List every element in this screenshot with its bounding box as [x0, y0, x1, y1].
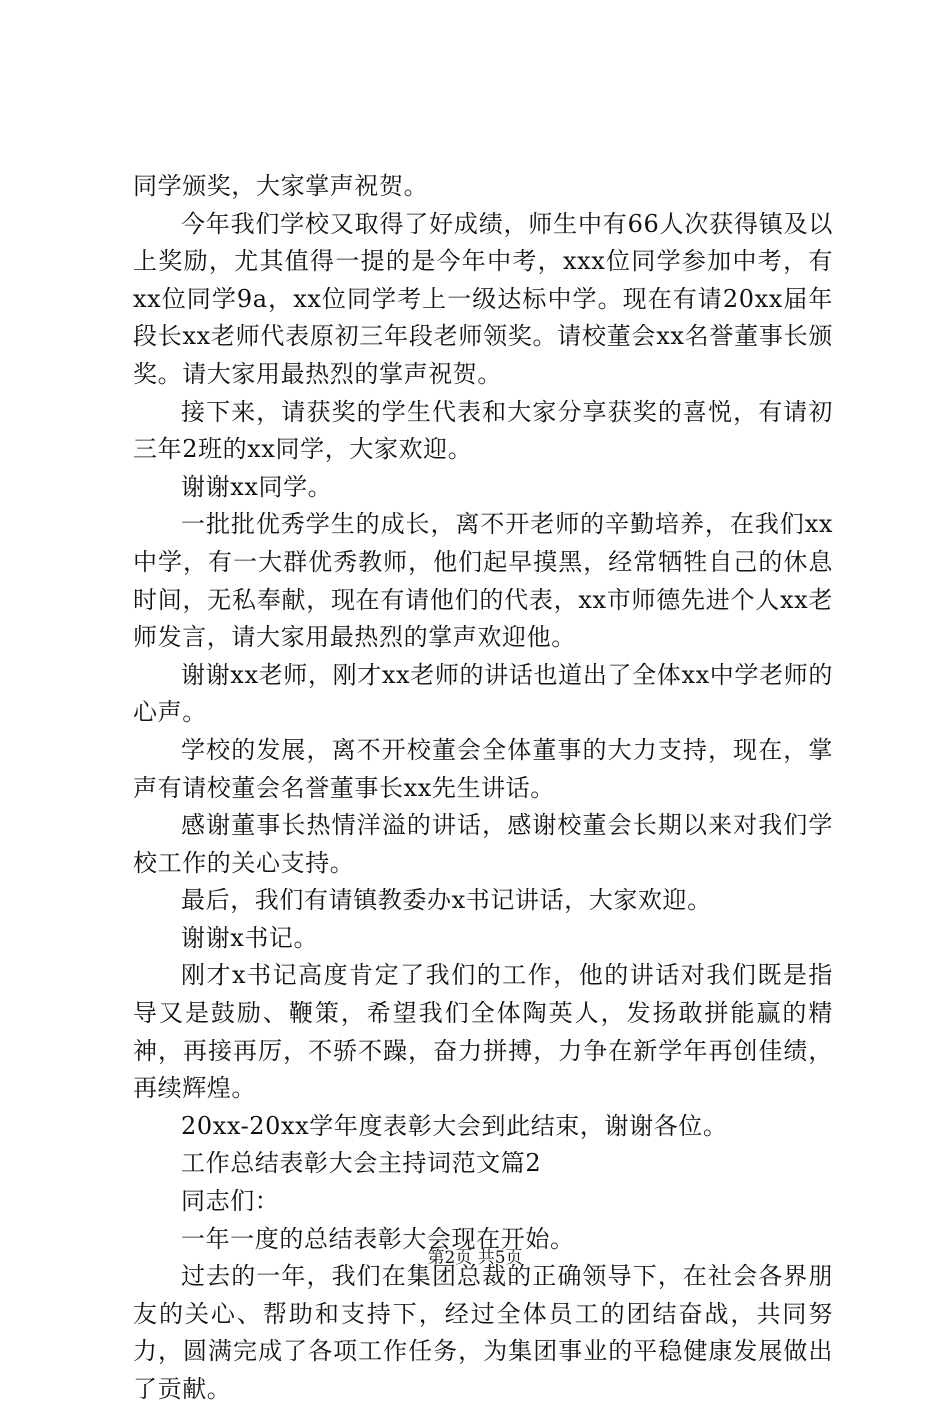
paragraph-opening: 一年一度的总结表彰大会现在开始。: [181, 1224, 575, 1253]
paragraph-salutation: 同志们：: [181, 1187, 280, 1216]
paragraph-continuation: 同学颁奖，大家掌声祝贺。: [133, 172, 429, 200]
paragraph-review: 过去的一年，我们在集团总裁的正确领导下，在社会各界朋友的关心、帮助和支持下，经过全体员工的团结奋战，共同努力，圆满完成了各项工作任务，为集团事业的平稳健康发展做出了贡献。: [133, 1262, 833, 1403]
paragraph-closing: 20xx-20xx学年度表彰大会到此结束，谢谢各位。: [181, 1111, 728, 1140]
page-number-footer: 第2页 共5页: [427, 1248, 523, 1268]
paragraph-secretary-remarks: 刚才x书记高度肯定了我们的工作，他的讲话对我们既是指导又是鼓励、鞭策，希望我们全体陶英人，发扬敢拼能赢的精神，再接再厉，不骄不躁，奋力拼搏，力争在新学年再创佳绩，再续辉煌。: [133, 961, 833, 1103]
paragraph-secretary-intro: 最后，我们有请镇教委办x书记讲话，大家欢迎。: [181, 886, 712, 915]
paragraph-teachers: 一批批优秀学生的成长，离不开老师的辛勤培养，在我们xx中学，有一大群优秀教师，他们起早摸黑，经常牺牲自己的休息时间，无私奉献，现在有请他们的代表，xx市师德先进个人xx老师发言，请大家用最热烈的掌声欢迎他。: [133, 510, 833, 652]
paragraph-achievements: 今年我们学校又取得了好成绩，师生中有66人次获得镇及以上奖励，尤其值得一提的是今年中考，xxx位同学参加中考，有xx位同学9a，xx位同学考上一级达标中学。现在有请20xx届年段长xx老师代表原初三年段老师领奖。请校董会xx名誉董事长颁奖。请大家用最热烈的掌声祝贺。: [133, 209, 833, 388]
document-body: [133, 168, 833, 1409]
paragraph-board: 学校的发展，离不开校董会全体董事的大力支持，现在，掌声有请校董会名誉董事长xx先生讲话。: [133, 735, 833, 802]
section-heading: 工作总结表彰大会主持词范文篇2: [181, 1149, 542, 1178]
paragraph-student-speech: 接下来，请获奖的学生代表和大家分享获奖的喜悦，有请初三年2班的xx同学，大家欢迎。: [133, 397, 833, 464]
paragraph-thanks-student: 谢谢xx同学。: [181, 472, 333, 501]
paragraph-thanks-teacher: 谢谢xx老师，刚才xx老师的讲话也道出了全体xx中学老师的心声。: [133, 660, 833, 727]
paragraph-thanks-secretary: 谢谢x书记。: [181, 923, 319, 952]
paragraph-thanks-chairman: 感谢董事长热情洋溢的讲话，感谢校董会长期以来对我们学校工作的关心支持。: [133, 811, 833, 877]
